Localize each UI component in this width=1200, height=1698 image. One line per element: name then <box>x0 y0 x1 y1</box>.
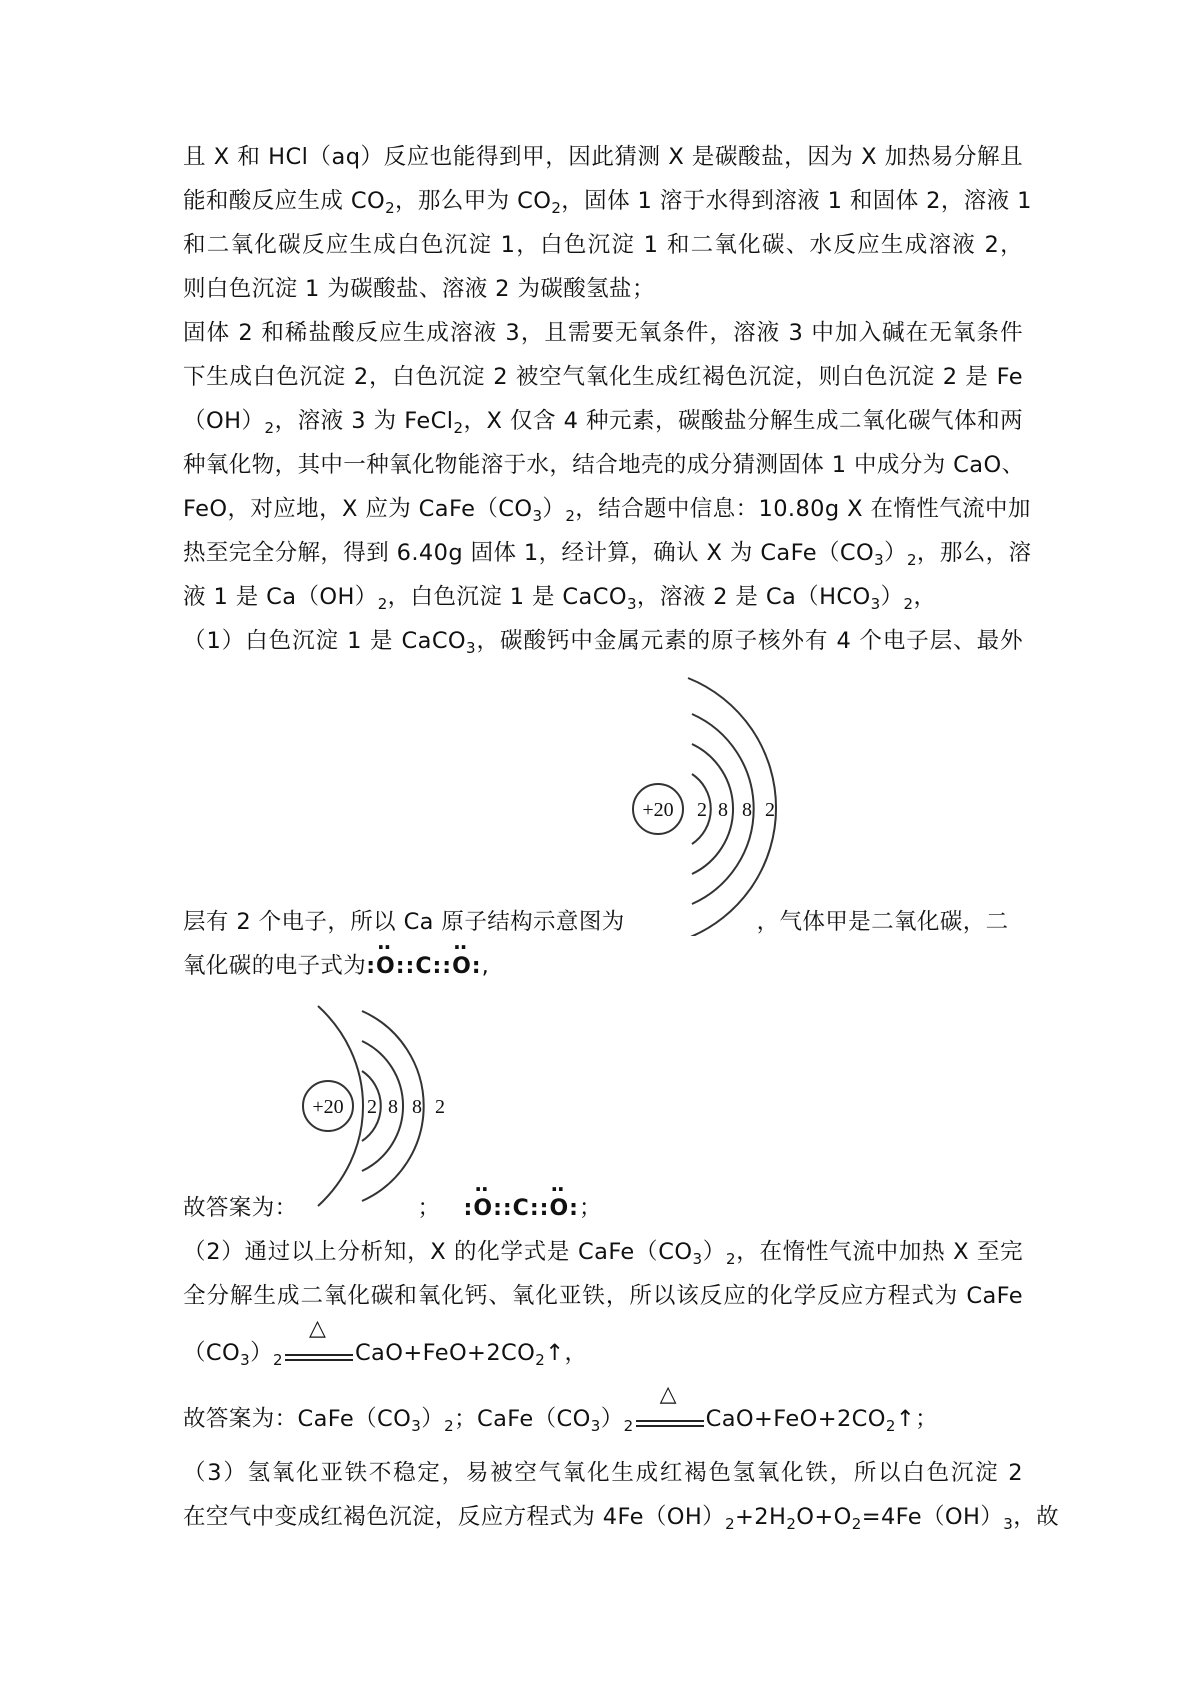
text-line: 且 X 和 HCl（aq）反应也能得到甲，因此猜测 X 是碳酸盐，因为 X 加热易分解且 <box>183 144 1023 170</box>
text-line: （2）通过以上分析知，X 的化学式是 $CaFe(CO_3)_2$，在惰性气流中加热 X 至完 <box>183 1239 1023 1268</box>
shell-electrons: 2 <box>765 799 775 821</box>
text-line: 种氧化物，其中一种氧化物能溶于水，结合地壳的成分猜测固体 1 中成分为 CaO、 <box>183 452 1025 478</box>
text-line: 故答案为：$CaFe(CO_3)_2$；$CaFe(CO_3)_2$ △ $CaO+FeO+2CO_2↑$； <box>183 1382 939 1435</box>
text-line: 固体 2 和稀盐酸反应生成溶液 3，且需要无氧条件，溶液 3 中加入碱在无氧条件 <box>183 320 1023 346</box>
nucleus-charge: +20 <box>642 799 674 821</box>
shell-electrons: 2 <box>697 799 707 821</box>
heating-equals-sign: △ <box>634 1400 706 1430</box>
heating-equals-sign: △ <box>283 1334 355 1364</box>
text-line: 则白色沉淀 1 为碳酸盐、溶液 2 为碳酸氢盐； <box>183 276 655 302</box>
text-line: 能和酸反应生成 $CO_2$，那么甲为 $CO_2$，固体 1 溶于水得到溶液 1 和固体 2，溶液 1 <box>183 188 1032 217</box>
text-line: 下生成白色沉淀 2，白色沉淀 2 被空气氧化生成红褐色沉淀，则白色沉淀 2 是 Fe <box>183 364 1023 390</box>
shell-electrons: 8 <box>412 1096 422 1118</box>
shell-electrons: 8 <box>742 799 752 821</box>
text-line: 层有 2 个电子，所以 Ca 原子结构示意图为 ，气体甲是二氧化碳，二 <box>183 909 1009 935</box>
text-line: $(CO_3)_2$ △ $CaO+FeO+2CO_2↑$， <box>183 1316 588 1369</box>
co2-lewis-structure: :·· O::C::·· O: <box>366 951 481 983</box>
nucleus-charge: +20 <box>312 1096 344 1118</box>
text-line: 液 1 是 $Ca(OH)_2$，白色沉淀 1 是 CaCO$_3$，溶液 2 是 $Ca(HCO_3)_2$， <box>183 584 937 613</box>
text-line: 和二氧化碳反应生成白色沉淀 1，白色沉淀 1 和二氧化碳、水反应生成溶液 2， <box>183 232 1023 258</box>
calcium-atom-diagram <box>630 666 780 936</box>
shell-electrons: 8 <box>388 1096 398 1118</box>
text-line: （1）白色沉淀 1 是 CaCO$_3$，碳酸钙中金属元素的原子核外有 4 个电子层、最外 <box>183 628 1024 657</box>
shell-electrons: 8 <box>718 799 728 821</box>
calcium-atom-diagram <box>300 1000 450 1270</box>
shell-electrons: 2 <box>435 1096 445 1118</box>
text-line: 热至完全分解，得到 6.40g 固体 1，经计算，确认 X 为 $CaFe(CO_3)_2$，那么，溶 <box>183 540 1032 569</box>
shell-electrons: 2 <box>367 1096 377 1118</box>
text-line: （3）氢氧化亚铁不稳定，易被空气氧化生成红褐色氢氧化铁，所以白色沉淀 2 <box>183 1460 1023 1486</box>
text-line: 故答案为： ； :·· O::C::·· O:； <box>183 1192 1023 1225</box>
text-line: 在空气中变成红褐色沉淀，反应方程式为 $4Fe(OH)_2+2H_2O+O_2=4Fe(OH)_3$，故 <box>183 1504 1060 1533</box>
text-line: 全分解生成二氧化碳和氧化钙、氧化亚铁，所以该反应的化学反应方程式为 CaFe <box>183 1283 1023 1309</box>
text-line: FeO，对应地，X 应为 $CaFe(CO_3)_2$，结合题中信息：10.80g X 在惰性气流中加 <box>183 496 1031 525</box>
text-line: 氧化碳的电子式为:·· O::C::·· O:, <box>183 950 1023 983</box>
co2-lewis-structure: :·· O::C::·· O: <box>464 1193 579 1225</box>
text-line: $(OH)_2$，溶液 3 为 FeCl$_2$，X 仅含 4 种元素，碳酸盐分解生成二氧化碳气体和两 <box>183 408 1023 437</box>
